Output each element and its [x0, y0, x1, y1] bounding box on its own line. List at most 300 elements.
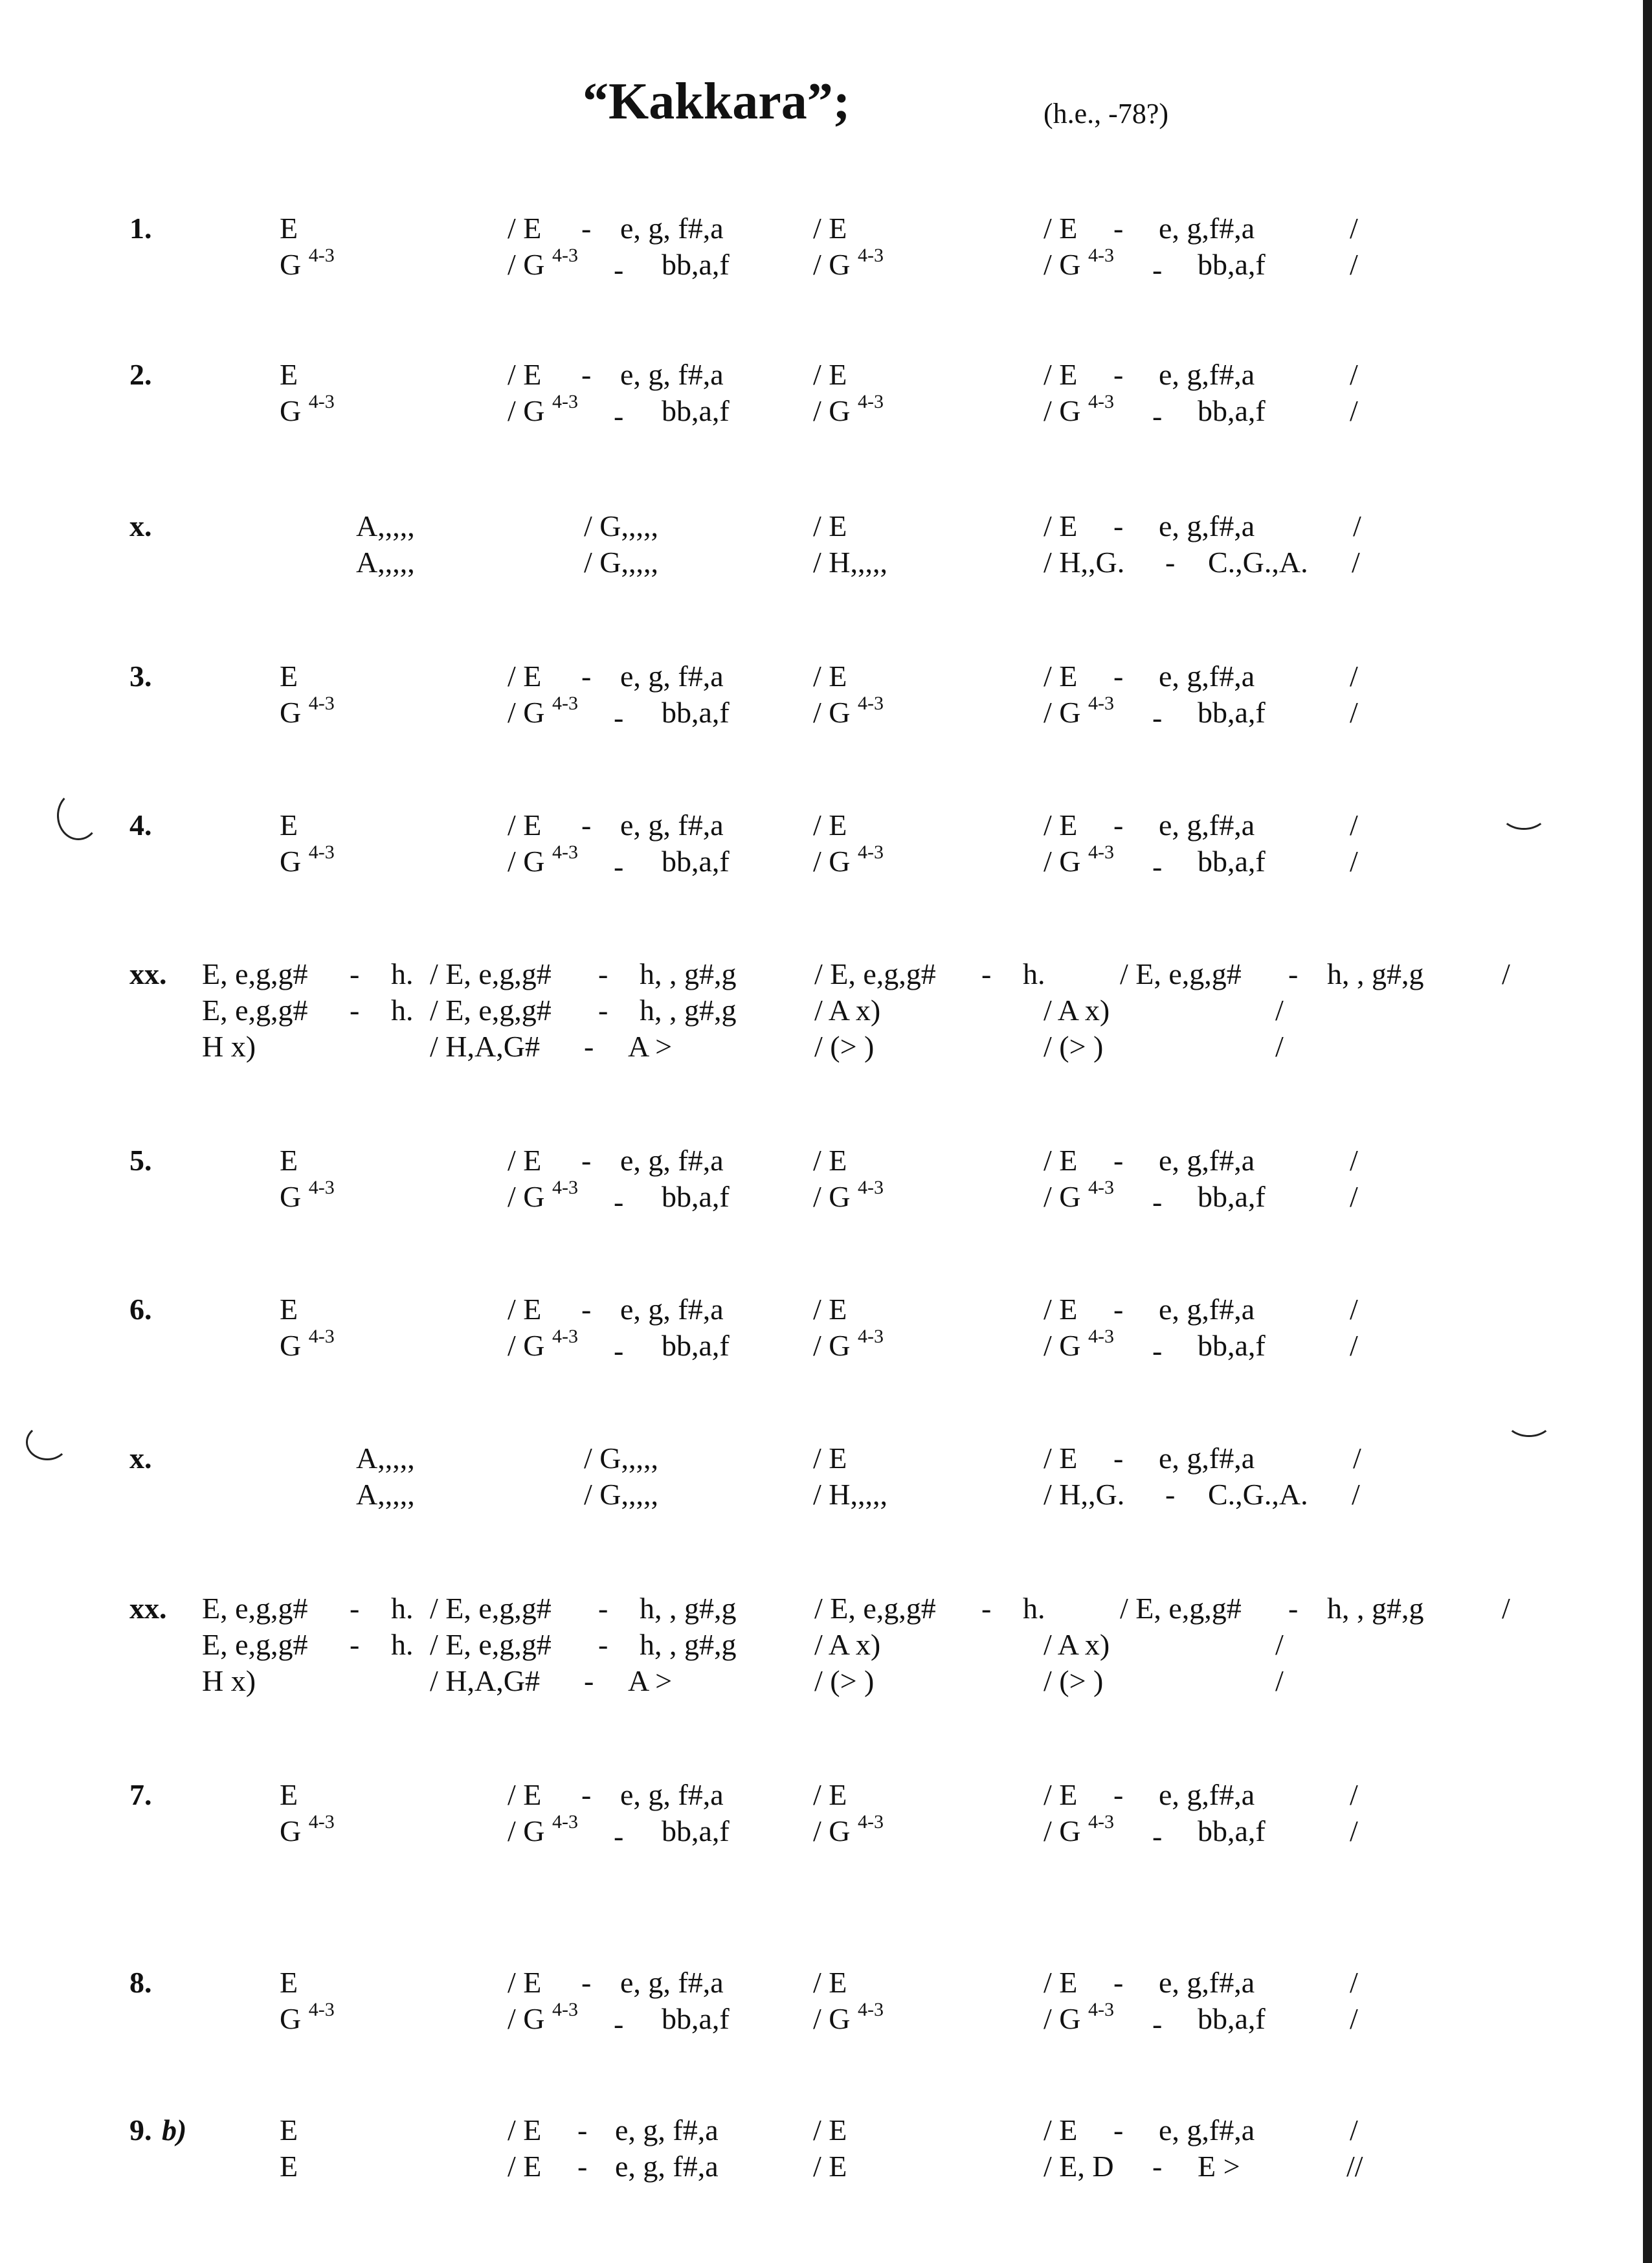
chord-text — [508, 693, 578, 729]
chord-token: / (> ) — [814, 1030, 875, 1063]
chord-text — [1159, 360, 1255, 390]
chord-token: - — [1113, 660, 1124, 693]
chord-token: E, e,g,g# — [202, 957, 308, 990]
chord-text — [813, 1811, 884, 1847]
chord-text — [202, 996, 308, 1025]
chord-text — [356, 548, 415, 577]
chord-token: - — [614, 2007, 624, 2040]
chord-token: E — [280, 1144, 298, 1177]
chord-token: - — [598, 957, 608, 990]
chord-text — [1044, 214, 1077, 243]
chord-text — [813, 810, 847, 840]
chord-token: / E — [508, 1778, 542, 1811]
chord-text — [1152, 2009, 1162, 2039]
chord-token: / — [1350, 2002, 1358, 2035]
chord-text — [280, 1295, 298, 1324]
chord-superscript: 4-3 — [858, 245, 884, 266]
chord-superscript: 4-3 — [1088, 693, 1114, 714]
chord-superscript: 4-3 — [308, 245, 335, 266]
chord-token: / G — [813, 394, 858, 427]
chord-token: e, g,f#,a — [1159, 2113, 1255, 2146]
chord-text — [508, 2115, 541, 2145]
chord-text — [662, 1182, 730, 1212]
chord-token: / E, e,g,g# — [430, 1628, 552, 1661]
chord-token: - — [614, 701, 624, 734]
chord-text — [581, 1146, 591, 1176]
chord-superscript: 4-3 — [1088, 1999, 1114, 2020]
chord-token: bb,a,f — [1198, 696, 1266, 729]
chord-token: G — [280, 845, 309, 878]
chord-token: H x) — [202, 1664, 256, 1697]
chord-token: / G — [813, 2002, 858, 2035]
chord-token: - — [1152, 1820, 1163, 1853]
chord-token: / G — [508, 394, 552, 427]
chord-token: / — [1350, 1293, 1358, 1326]
chord-text — [508, 1295, 541, 1324]
chord-token: bb,a,f — [662, 1814, 730, 1847]
chord-token: h, , g#,g — [640, 957, 737, 990]
chord-text — [280, 1968, 298, 1998]
chord-text — [584, 1032, 594, 1062]
chord-token: / A x) — [814, 1628, 881, 1661]
chord-text — [1198, 2152, 1240, 2181]
chord-token: h. — [391, 1592, 414, 1625]
chord-text — [1198, 1182, 1266, 1212]
chord-text — [391, 1630, 414, 1660]
chord-text — [620, 214, 724, 243]
chord-token: / E — [508, 660, 542, 693]
chord-token: e, g,f#,a — [1159, 1144, 1255, 1177]
chord-token: / E, e,g,g# — [1120, 957, 1242, 990]
chord-token: - — [1165, 546, 1176, 579]
chord-text — [1198, 1816, 1266, 1846]
chord-text — [1044, 842, 1114, 878]
chord-token: e, g,f#,a — [1159, 212, 1255, 245]
chord-token: / G,,,,, — [584, 1478, 658, 1511]
chord-text — [1044, 1444, 1077, 1473]
chord-text — [1152, 255, 1162, 285]
chord-text — [662, 2004, 730, 2034]
chord-text — [1044, 360, 1077, 390]
section-label — [129, 2115, 152, 2145]
chord-token: / G — [1044, 845, 1088, 878]
chord-text — [628, 1032, 672, 1062]
chord-token: / E — [1044, 1778, 1078, 1811]
chord-token: A,,,,, — [356, 509, 415, 542]
chord-text — [814, 1630, 880, 1660]
chord-token: 3. — [129, 660, 152, 693]
section-label — [129, 360, 152, 390]
chord-token: / — [1350, 660, 1358, 693]
chord-token: A,,,,, — [356, 1442, 415, 1475]
chord-text — [430, 1666, 540, 1696]
chord-text — [1346, 2152, 1363, 2181]
chord-text — [350, 1630, 359, 1660]
chord-token: / E — [1044, 1966, 1078, 1999]
chord-text — [1159, 511, 1255, 541]
chord-text — [620, 1146, 724, 1176]
chord-token: / — [1350, 1778, 1358, 1811]
chord-text — [508, 1999, 578, 2035]
chord-text — [508, 360, 541, 390]
chord-text — [584, 548, 658, 577]
chord-text — [1353, 511, 1361, 541]
chord-token: / G — [813, 248, 858, 281]
chord-token: - — [350, 994, 360, 1027]
chord-token: - — [581, 358, 592, 391]
chord-token: / E — [508, 2113, 542, 2146]
chord-text — [813, 1480, 887, 1510]
chord-text — [1044, 1146, 1077, 1176]
chord-token: bb,a,f — [1198, 845, 1266, 878]
chord-token: b) — [162, 2113, 187, 2146]
chord-text — [1350, 1182, 1358, 1212]
chord-superscript: 4-3 — [308, 1177, 335, 1198]
chord-token: / — [1352, 546, 1360, 579]
chord-token: bb,a,f — [1198, 2002, 1266, 2035]
chord-superscript: 4-3 — [308, 842, 335, 863]
chord-text — [614, 852, 623, 882]
chord-token: / — [1350, 394, 1358, 427]
chord-token: / G — [813, 1180, 858, 1213]
chord-token: / G — [1044, 696, 1088, 729]
chord-text — [280, 662, 298, 691]
chord-token: / G,,,,, — [584, 1442, 658, 1475]
chord-token: G — [280, 1329, 309, 1362]
chord-token: / E — [813, 509, 847, 542]
chord-text — [615, 2115, 719, 2145]
chord-token: / — [1350, 212, 1358, 245]
chord-token: / G — [508, 2002, 552, 2035]
chord-superscript: 4-3 — [552, 1811, 578, 1833]
chord-token: 7. — [129, 1778, 152, 1811]
chord-text — [640, 1594, 737, 1623]
chord-text — [1044, 1326, 1114, 1362]
chord-text — [1044, 1480, 1124, 1510]
chord-text — [1352, 1480, 1360, 1510]
chord-superscript: 4-3 — [1088, 842, 1114, 863]
chord-text — [1350, 1968, 1358, 1998]
chord-text — [1113, 1146, 1123, 1176]
chord-superscript: 4-3 — [1088, 1326, 1114, 1347]
chord-text — [508, 810, 541, 840]
chord-text — [280, 1811, 335, 1847]
chord-token: - — [1152, 1185, 1163, 1218]
chord-text — [1113, 662, 1123, 691]
chord-text — [356, 1444, 415, 1473]
chord-text — [1165, 548, 1175, 577]
chord-text — [1152, 2152, 1162, 2181]
chord-text — [1350, 2115, 1358, 2145]
chord-token: / — [1350, 248, 1358, 281]
chord-text — [1152, 401, 1162, 431]
chord-token: / G — [1044, 248, 1088, 281]
chord-text — [1275, 1666, 1284, 1696]
chord-token: / E — [813, 358, 847, 391]
chord-token: h. — [1023, 1592, 1045, 1625]
chord-token: / — [1350, 845, 1358, 878]
chord-text — [430, 959, 552, 989]
chord-text — [581, 1968, 591, 1998]
chord-token: h, , g#,g — [1327, 1592, 1424, 1625]
chord-token: / A x) — [814, 994, 881, 1027]
chord-superscript: 4-3 — [858, 1177, 884, 1198]
chord-token: - — [1113, 1966, 1124, 1999]
chord-token: / G — [508, 696, 552, 729]
chord-token: - — [614, 1185, 624, 1218]
chord-token: xx. — [129, 957, 167, 990]
chord-token: / E — [508, 1144, 542, 1177]
chord-token: - — [614, 399, 624, 432]
chord-token: - — [1113, 212, 1124, 245]
chord-superscript: 4-3 — [552, 1999, 578, 2020]
chord-token: e, g, f#,a — [620, 1966, 724, 1999]
chord-token: 6. — [129, 1293, 152, 1326]
chord-token: / E — [813, 1442, 847, 1475]
chord-token: / G — [1044, 1180, 1088, 1213]
chord-text — [620, 810, 724, 840]
chord-text — [662, 396, 730, 426]
chord-text — [662, 847, 730, 876]
chord-text — [1350, 662, 1358, 691]
chord-token: E — [280, 2150, 298, 2183]
chord-text — [1044, 1177, 1114, 1213]
chord-text — [280, 1780, 298, 1810]
chord-token: - — [598, 1592, 608, 1625]
chord-text — [280, 391, 335, 427]
chord-text — [1044, 2115, 1077, 2145]
chord-text — [430, 1032, 540, 1062]
chord-superscript: 4-3 — [308, 1326, 335, 1347]
punch-mark-left-2 — [26, 1424, 69, 1460]
chord-text — [1044, 1968, 1077, 1998]
chord-token: - — [577, 2150, 588, 2183]
chord-text — [1275, 1032, 1284, 1062]
chord-text — [1159, 214, 1255, 243]
chord-text — [581, 1295, 591, 1324]
chord-text — [1350, 1295, 1358, 1324]
chord-token: - — [1152, 701, 1163, 734]
chord-text — [581, 662, 591, 691]
chord-text — [813, 1326, 884, 1362]
chord-token: / — [1353, 509, 1361, 542]
chord-text — [202, 1032, 256, 1062]
chord-token: / G — [813, 1329, 858, 1362]
chord-token: - — [598, 994, 608, 1027]
chord-superscript: 4-3 — [552, 693, 578, 714]
chord-text — [581, 810, 591, 840]
chord-text — [1350, 1331, 1358, 1361]
chord-token: bb,a,f — [662, 845, 730, 878]
chord-token: / — [1502, 957, 1510, 990]
section-label — [129, 1146, 152, 1176]
chord-token: / G — [508, 248, 552, 281]
chord-token: bb,a,f — [1198, 394, 1266, 427]
chord-text — [350, 996, 359, 1025]
chord-text — [508, 1146, 541, 1176]
chord-token: - — [1288, 1592, 1299, 1625]
chord-text — [430, 996, 552, 1025]
chord-token: C.,G.,A. — [1208, 1478, 1308, 1511]
chord-text — [1044, 245, 1114, 281]
chord-text — [280, 1326, 335, 1362]
section-label — [129, 1968, 152, 1998]
chord-token: E — [280, 1966, 298, 1999]
chord-token: - — [581, 1144, 592, 1177]
chord-text — [1044, 1780, 1077, 1810]
chord-superscript: 4-3 — [308, 1811, 335, 1833]
chord-token: G — [280, 248, 309, 281]
chord-token: / — [1350, 2113, 1358, 2146]
chord-text — [280, 2115, 298, 2145]
chord-text — [1352, 548, 1360, 577]
chord-token: e, g, f#,a — [620, 1293, 724, 1326]
chord-text — [280, 842, 335, 878]
chord-text — [1159, 1146, 1255, 1176]
chord-token: x. — [129, 1442, 152, 1475]
chord-text — [1152, 1336, 1162, 1366]
chord-text — [280, 693, 335, 729]
chord-token: / — [1350, 1329, 1358, 1362]
chord-superscript: 4-3 — [1088, 1811, 1114, 1833]
chord-text — [620, 1295, 724, 1324]
chord-text — [1120, 959, 1242, 989]
chord-text — [614, 1822, 623, 1851]
chord-token: bb,a,f — [1198, 1814, 1266, 1847]
chord-token: E, e,g,g# — [202, 1592, 308, 1625]
chord-text — [508, 245, 578, 281]
chord-text — [391, 959, 414, 989]
chord-text — [280, 214, 298, 243]
chord-token: / G — [1044, 394, 1088, 427]
chord-token: - — [1113, 2113, 1124, 2146]
chord-token: / E, e,g,g# — [1120, 1592, 1242, 1625]
chord-text — [1044, 693, 1114, 729]
chord-text — [981, 959, 991, 989]
chord-text — [1044, 810, 1077, 840]
chord-token: / — [1350, 1180, 1358, 1213]
chord-text — [1152, 703, 1162, 733]
chord-text — [508, 1780, 541, 1810]
chord-text — [813, 1177, 884, 1213]
chord-token: e, g, f#,a — [620, 1144, 724, 1177]
chord-text — [662, 1816, 730, 1846]
chord-text — [1113, 360, 1123, 390]
chord-token: / G,,,,, — [584, 546, 658, 579]
chord-token: E — [280, 808, 298, 842]
chord-text — [1350, 1146, 1358, 1176]
chord-superscript: 4-3 — [858, 693, 884, 714]
chord-text — [430, 1630, 552, 1660]
chord-text — [202, 1594, 308, 1623]
chord-token: / G — [813, 696, 858, 729]
chord-text — [1350, 847, 1358, 876]
chord-token: - — [581, 212, 592, 245]
section-label — [129, 959, 167, 989]
chord-token: - — [581, 1293, 592, 1326]
chord-token: - — [577, 2113, 588, 2146]
chord-token: / E — [1044, 1442, 1078, 1475]
chord-text — [1044, 391, 1114, 427]
chord-text — [350, 1594, 359, 1623]
chord-token: E, e,g,g# — [202, 994, 308, 1027]
chord-token: / E — [1044, 1293, 1078, 1326]
chord-text — [1159, 810, 1255, 840]
chord-token: / G,,,,, — [584, 509, 658, 542]
chord-text — [640, 996, 737, 1025]
chord-token: / E, e,g,g# — [430, 1592, 552, 1625]
chord-token: / — [1352, 1478, 1360, 1511]
chord-superscript: 4-3 — [552, 391, 578, 412]
chord-token: / E — [813, 2150, 847, 2183]
chord-text — [1198, 250, 1266, 280]
chord-token: xx. — [129, 1592, 167, 1625]
chord-superscript: 4-3 — [308, 693, 335, 714]
chord-token: - — [614, 1334, 624, 1367]
chord-token: x. — [129, 509, 152, 542]
chord-superscript: 4-3 — [552, 842, 578, 863]
chord-token: / E, e,g,g# — [430, 957, 552, 990]
chord-text — [1044, 662, 1077, 691]
chord-text — [813, 693, 884, 729]
chord-token: E — [280, 2113, 298, 2146]
chord-text — [1353, 1444, 1361, 1473]
chord-token: e, g, f#,a — [620, 808, 724, 842]
chord-text — [813, 1968, 847, 1998]
chord-token: / H,,,,, — [813, 546, 887, 579]
chord-superscript: 4-3 — [308, 391, 335, 412]
chord-text — [814, 996, 880, 1025]
chord-text — [1208, 1480, 1308, 1510]
chord-token: / E, e,g,g# — [430, 994, 552, 1027]
chord-text — [1159, 2115, 1255, 2145]
chord-text — [1327, 1594, 1424, 1623]
section-label — [129, 1780, 152, 1810]
chord-text — [1350, 1780, 1358, 1810]
chord-text — [981, 1594, 991, 1623]
chord-token: / E — [508, 1293, 542, 1326]
chord-text — [1044, 548, 1124, 577]
chord-superscript: 4-3 — [552, 245, 578, 266]
chord-token: / E — [813, 808, 847, 842]
chord-text — [813, 245, 884, 281]
chord-token: h. — [391, 957, 414, 990]
chord-superscript: 4-3 — [552, 1177, 578, 1198]
chord-text — [614, 703, 623, 733]
chord-text — [1113, 214, 1123, 243]
chord-text — [280, 1999, 335, 2035]
section-label — [129, 1295, 152, 1324]
chord-token: / H,A,G# — [430, 1664, 540, 1697]
chord-text — [577, 2115, 587, 2145]
chord-token: A,,,,, — [356, 1478, 415, 1511]
chord-token: / H,,G. — [1044, 546, 1125, 579]
chord-text — [813, 511, 847, 541]
chord-text — [584, 1480, 658, 1510]
chord-token: e, g,f#,a — [1159, 1293, 1255, 1326]
chord-token: / — [1350, 696, 1358, 729]
chord-text — [508, 2152, 541, 2181]
chord-token: / E — [1044, 660, 1078, 693]
chord-text — [814, 1666, 874, 1696]
chord-token: G — [280, 394, 309, 427]
chord-text — [508, 662, 541, 691]
chord-token: / — [1350, 1144, 1358, 1177]
chord-token: e, g,f#,a — [1159, 1966, 1255, 1999]
chord-token: A > — [628, 1030, 673, 1063]
chord-token: e, g, f#,a — [615, 2113, 719, 2146]
chord-token: e, g,f#,a — [1159, 660, 1255, 693]
